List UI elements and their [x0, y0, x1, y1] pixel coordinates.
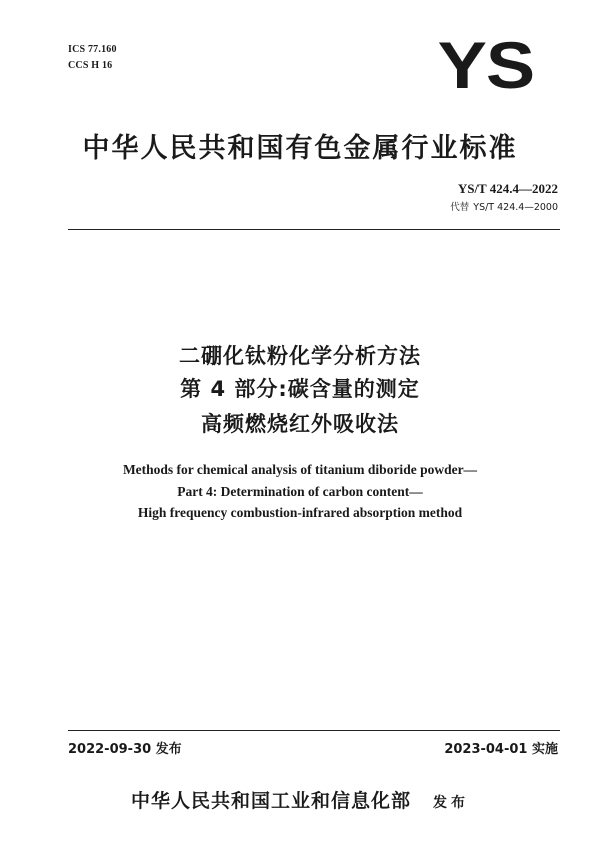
- issue-date: 2022-09-30 发布: [68, 742, 182, 757]
- title-zh-line-1: 二硼化钛粉化学分析方法: [179, 344, 421, 368]
- implementation-date: 2023-04-01 实施: [444, 742, 558, 757]
- title-zh-line-3: 高频燃烧红外吸收法: [201, 412, 399, 436]
- title-en-line-1: Methods for chemical analysis of titanium diboride powder—: [122, 462, 478, 477]
- ics-code: ICS 77.160: [68, 44, 117, 55]
- ccs-code: CCS H 16: [68, 60, 113, 71]
- bottom-divider: [68, 730, 560, 731]
- issuer-name: 中华人民共和国工业和信息化部: [130, 790, 411, 812]
- replaces-number: YS/T 424.4—2000: [473, 202, 558, 213]
- title-zh-line-2: 第 4 部分:碳含量的测定: [180, 377, 420, 401]
- title-en-line-3: High frequency combustion-infrared absorption method: [137, 505, 463, 520]
- replaces-line: [446, 199, 558, 213]
- replaces-label: 代替: [450, 202, 470, 213]
- issuer-row: [0, 786, 600, 813]
- top-divider: [68, 229, 560, 230]
- title-en-line-2: Part 4: Determination of carbon content—: [177, 484, 423, 499]
- issued-label: 发布: [433, 795, 469, 811]
- standard-number: YS/T 424.4—2022: [457, 181, 558, 196]
- standard-type-heading: 中华人民共和国有色金属行业标准: [82, 133, 518, 164]
- ys-logo: YS: [437, 28, 534, 102]
